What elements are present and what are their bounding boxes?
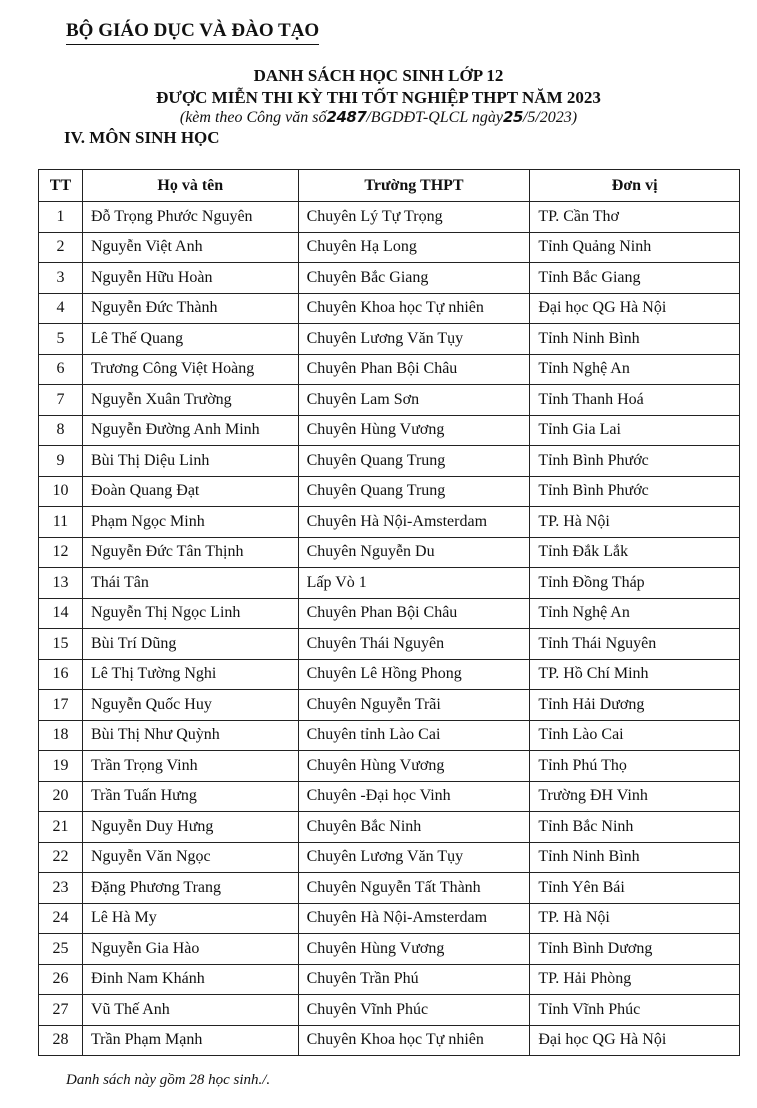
table-row (39, 751, 740, 782)
cell-school: Chuyên Lương Văn Tụy (298, 324, 530, 355)
cell-school: Chuyên Nguyễn Tất Thành (298, 873, 530, 904)
cell-school: Chuyên Phan Bội Châu (298, 354, 530, 385)
cell-school: Chuyên Lương Văn Tụy (298, 842, 530, 873)
cell-tt: 16 (39, 659, 83, 690)
column-header-school: Trường THPT (298, 170, 530, 202)
cell-unit: Tỉnh Bắc Giang (530, 263, 740, 294)
reference-prefix: (kèm theo Công văn số (179, 109, 327, 126)
table-header-row (39, 170, 740, 202)
cell-tt: 12 (39, 537, 83, 568)
table-row (39, 934, 740, 965)
document-subtitle: ĐƯỢC MIỄN THI KỲ THI TỐT NGHIỆP THPT NĂM 2023 (156, 88, 601, 107)
cell-unit: Tỉnh Ninh Bình (530, 324, 740, 355)
handwritten-doc-number: 2487 (326, 108, 367, 126)
cell-school: Chuyên Khoa học Tự nhiên (298, 293, 530, 324)
table-row (39, 720, 740, 751)
cell-name: Nguyễn Văn Ngọc (82, 842, 298, 873)
cell-school: Chuyên Nguyễn Trãi (298, 690, 530, 721)
cell-name: Nguyễn Hữu Hoàn (82, 263, 298, 294)
cell-school: Chuyên Quang Trung (298, 476, 530, 507)
cell-unit: Tỉnh Nghệ An (530, 354, 740, 385)
table-row (39, 385, 740, 416)
cell-name: Trần Tuấn Hưng (82, 781, 298, 812)
cell-tt: 6 (39, 354, 83, 385)
section-heading: IV. MÔN SINH HỌC (64, 128, 220, 147)
cell-school: Chuyên Quang Trung (298, 446, 530, 477)
cell-name: Nguyễn Đức Thành (82, 293, 298, 324)
cell-school: Chuyên Hà Nội-Amsterdam (298, 903, 530, 934)
cell-school: Chuyên -Đại học Vinh (298, 781, 530, 812)
cell-name: Lê Hà My (82, 903, 298, 934)
table-row (39, 537, 740, 568)
cell-tt: 21 (39, 812, 83, 843)
handwritten-doc-day: 25 (503, 108, 523, 126)
cell-name: Bùi Thị Diệu Linh (82, 446, 298, 477)
cell-school: Chuyên Hạ Long (298, 232, 530, 263)
cell-name: Trần Phạm Mạnh (82, 1025, 298, 1056)
cell-unit: Tỉnh Phú Thọ (530, 751, 740, 782)
cell-name: Phạm Ngọc Minh (82, 507, 298, 538)
table-row (39, 812, 740, 843)
column-header-tt: TT (39, 170, 83, 202)
cell-unit: Tỉnh Đồng Tháp (530, 568, 740, 599)
cell-unit: Tỉnh Quảng Ninh (530, 232, 740, 263)
cell-unit: TP. Hà Nội (530, 903, 740, 934)
cell-unit: Tỉnh Thái Nguyên (530, 629, 740, 660)
cell-unit: Đại học QG Hà Nội (530, 1025, 740, 1056)
cell-tt: 24 (39, 903, 83, 934)
cell-school: Chuyên Thái Nguyên (298, 629, 530, 660)
table-row (39, 842, 740, 873)
cell-unit: Tỉnh Vĩnh Phúc (530, 995, 740, 1026)
cell-tt: 17 (39, 690, 83, 721)
cell-name: Đinh Nam Khánh (82, 964, 298, 995)
cell-school: Chuyên Bắc Ninh (298, 812, 530, 843)
cell-name: Lê Thị Tường Nghi (82, 659, 298, 690)
cell-unit: Tỉnh Lào Cai (530, 720, 740, 751)
reference-middle: /BGDĐT-QLCL ngày (366, 109, 504, 126)
table-row (39, 507, 740, 538)
table-row (39, 781, 740, 812)
cell-name: Vũ Thế Anh (82, 995, 298, 1026)
cell-school: Chuyên Lam Sơn (298, 385, 530, 416)
column-header-unit: Đơn vị (530, 170, 740, 202)
table-row (39, 202, 740, 233)
cell-tt: 18 (39, 720, 83, 751)
cell-name: Nguyễn Xuân Trường (82, 385, 298, 416)
cell-unit: TP. Cần Thơ (530, 202, 740, 233)
cell-tt: 15 (39, 629, 83, 660)
cell-school: Chuyên Hùng Vương (298, 751, 530, 782)
cell-name: Nguyễn Đức Tân Thịnh (82, 537, 298, 568)
cell-unit: Tỉnh Ninh Bình (530, 842, 740, 873)
student-table (38, 169, 740, 1056)
cell-tt: 8 (39, 415, 83, 446)
cell-name: Đặng Phương Trang (82, 873, 298, 904)
cell-school: Lấp Vò 1 (298, 568, 530, 599)
cell-tt: 26 (39, 964, 83, 995)
table-row (39, 629, 740, 660)
table-row (39, 690, 740, 721)
cell-school: Chuyên Lý Tự Trọng (298, 202, 530, 233)
cell-tt: 9 (39, 446, 83, 477)
ministry-heading: BỘ GIÁO DỤC VÀ ĐÀO TẠO (66, 20, 319, 45)
table-row (39, 598, 740, 629)
table-row (39, 568, 740, 599)
cell-name: Đỗ Trọng Phước Nguyên (82, 202, 298, 233)
cell-tt: 11 (39, 507, 83, 538)
cell-tt: 19 (39, 751, 83, 782)
cell-name: Lê Thế Quang (82, 324, 298, 355)
cell-name: Thái Tân (82, 568, 298, 599)
table-row (39, 232, 740, 263)
cell-unit: Tỉnh Nghệ An (530, 598, 740, 629)
table-row (39, 293, 740, 324)
table-row (39, 995, 740, 1026)
cell-unit: Tỉnh Hải Dương (530, 690, 740, 721)
table-row (39, 446, 740, 477)
table-row (39, 659, 740, 690)
table-row (39, 1025, 740, 1056)
table-row (39, 873, 740, 904)
cell-name: Nguyễn Gia Hào (82, 934, 298, 965)
table-row (39, 476, 740, 507)
table-row (39, 324, 740, 355)
cell-school: Chuyên Trần Phú (298, 964, 530, 995)
cell-name: Nguyễn Duy Hưng (82, 812, 298, 843)
cell-name: Nguyễn Thị Ngọc Linh (82, 598, 298, 629)
cell-unit: Đại học QG Hà Nội (530, 293, 740, 324)
cell-school: Chuyên tỉnh Lào Cai (298, 720, 530, 751)
cell-tt: 3 (39, 263, 83, 294)
cell-unit: TP. Hồ Chí Minh (530, 659, 740, 690)
cell-tt: 20 (39, 781, 83, 812)
cell-unit: Tỉnh Bình Phước (530, 446, 740, 477)
table-row (39, 964, 740, 995)
cell-school: Chuyên Hùng Vương (298, 934, 530, 965)
cell-school: Chuyên Phan Bội Châu (298, 598, 530, 629)
table-row (39, 354, 740, 385)
column-header-name: Họ và tên (82, 170, 298, 202)
reference-line (0, 108, 757, 127)
cell-tt: 25 (39, 934, 83, 965)
cell-unit: Tỉnh Yên Bái (530, 873, 740, 904)
cell-tt: 13 (39, 568, 83, 599)
cell-name: Nguyễn Đường Anh Minh (82, 415, 298, 446)
cell-name: Trần Trọng Vinh (82, 751, 298, 782)
cell-school: Chuyên Nguyễn Du (298, 537, 530, 568)
cell-school: Chuyên Khoa học Tự nhiên (298, 1025, 530, 1056)
cell-tt: 7 (39, 385, 83, 416)
document-title: DANH SÁCH HỌC SINH LỚP 12 (253, 66, 504, 85)
cell-name: Trương Công Việt Hoàng (82, 354, 298, 385)
cell-unit: TP. Hải Phòng (530, 964, 740, 995)
cell-tt: 23 (39, 873, 83, 904)
cell-name: Đoàn Quang Đạt (82, 476, 298, 507)
cell-school: Chuyên Bắc Giang (298, 263, 530, 294)
cell-school: Chuyên Vĩnh Phúc (298, 995, 530, 1026)
cell-tt: 4 (39, 293, 83, 324)
footer-note: Danh sách này gồm 28 học sinh./. (66, 1072, 271, 1088)
cell-school: Chuyên Hà Nội-Amsterdam (298, 507, 530, 538)
cell-tt: 22 (39, 842, 83, 873)
cell-unit: Tỉnh Bình Phước (530, 476, 740, 507)
cell-name: Nguyễn Việt Anh (82, 232, 298, 263)
cell-unit: Tỉnh Gia Lai (530, 415, 740, 446)
cell-name: Nguyễn Quốc Huy (82, 690, 298, 721)
cell-school: Chuyên Lê Hồng Phong (298, 659, 530, 690)
cell-unit: TP. Hà Nội (530, 507, 740, 538)
reference-suffix: /5/2023) (522, 109, 578, 126)
cell-tt: 5 (39, 324, 83, 355)
table-row (39, 903, 740, 934)
cell-tt: 28 (39, 1025, 83, 1056)
cell-tt: 2 (39, 232, 83, 263)
cell-tt: 10 (39, 476, 83, 507)
cell-unit: Trường ĐH Vinh (530, 781, 740, 812)
cell-school: Chuyên Hùng Vương (298, 415, 530, 446)
cell-unit: Tỉnh Bình Dương (530, 934, 740, 965)
cell-tt: 1 (39, 202, 83, 233)
cell-unit: Tỉnh Thanh Hoá (530, 385, 740, 416)
table-row (39, 263, 740, 294)
cell-name: Bùi Trí Dũng (82, 629, 298, 660)
cell-tt: 27 (39, 995, 83, 1026)
cell-name: Bùi Thị Như Quỳnh (82, 720, 298, 751)
table-row (39, 415, 740, 446)
cell-tt: 14 (39, 598, 83, 629)
cell-unit: Tỉnh Đắk Lắk (530, 537, 740, 568)
cell-unit: Tỉnh Bắc Ninh (530, 812, 740, 843)
